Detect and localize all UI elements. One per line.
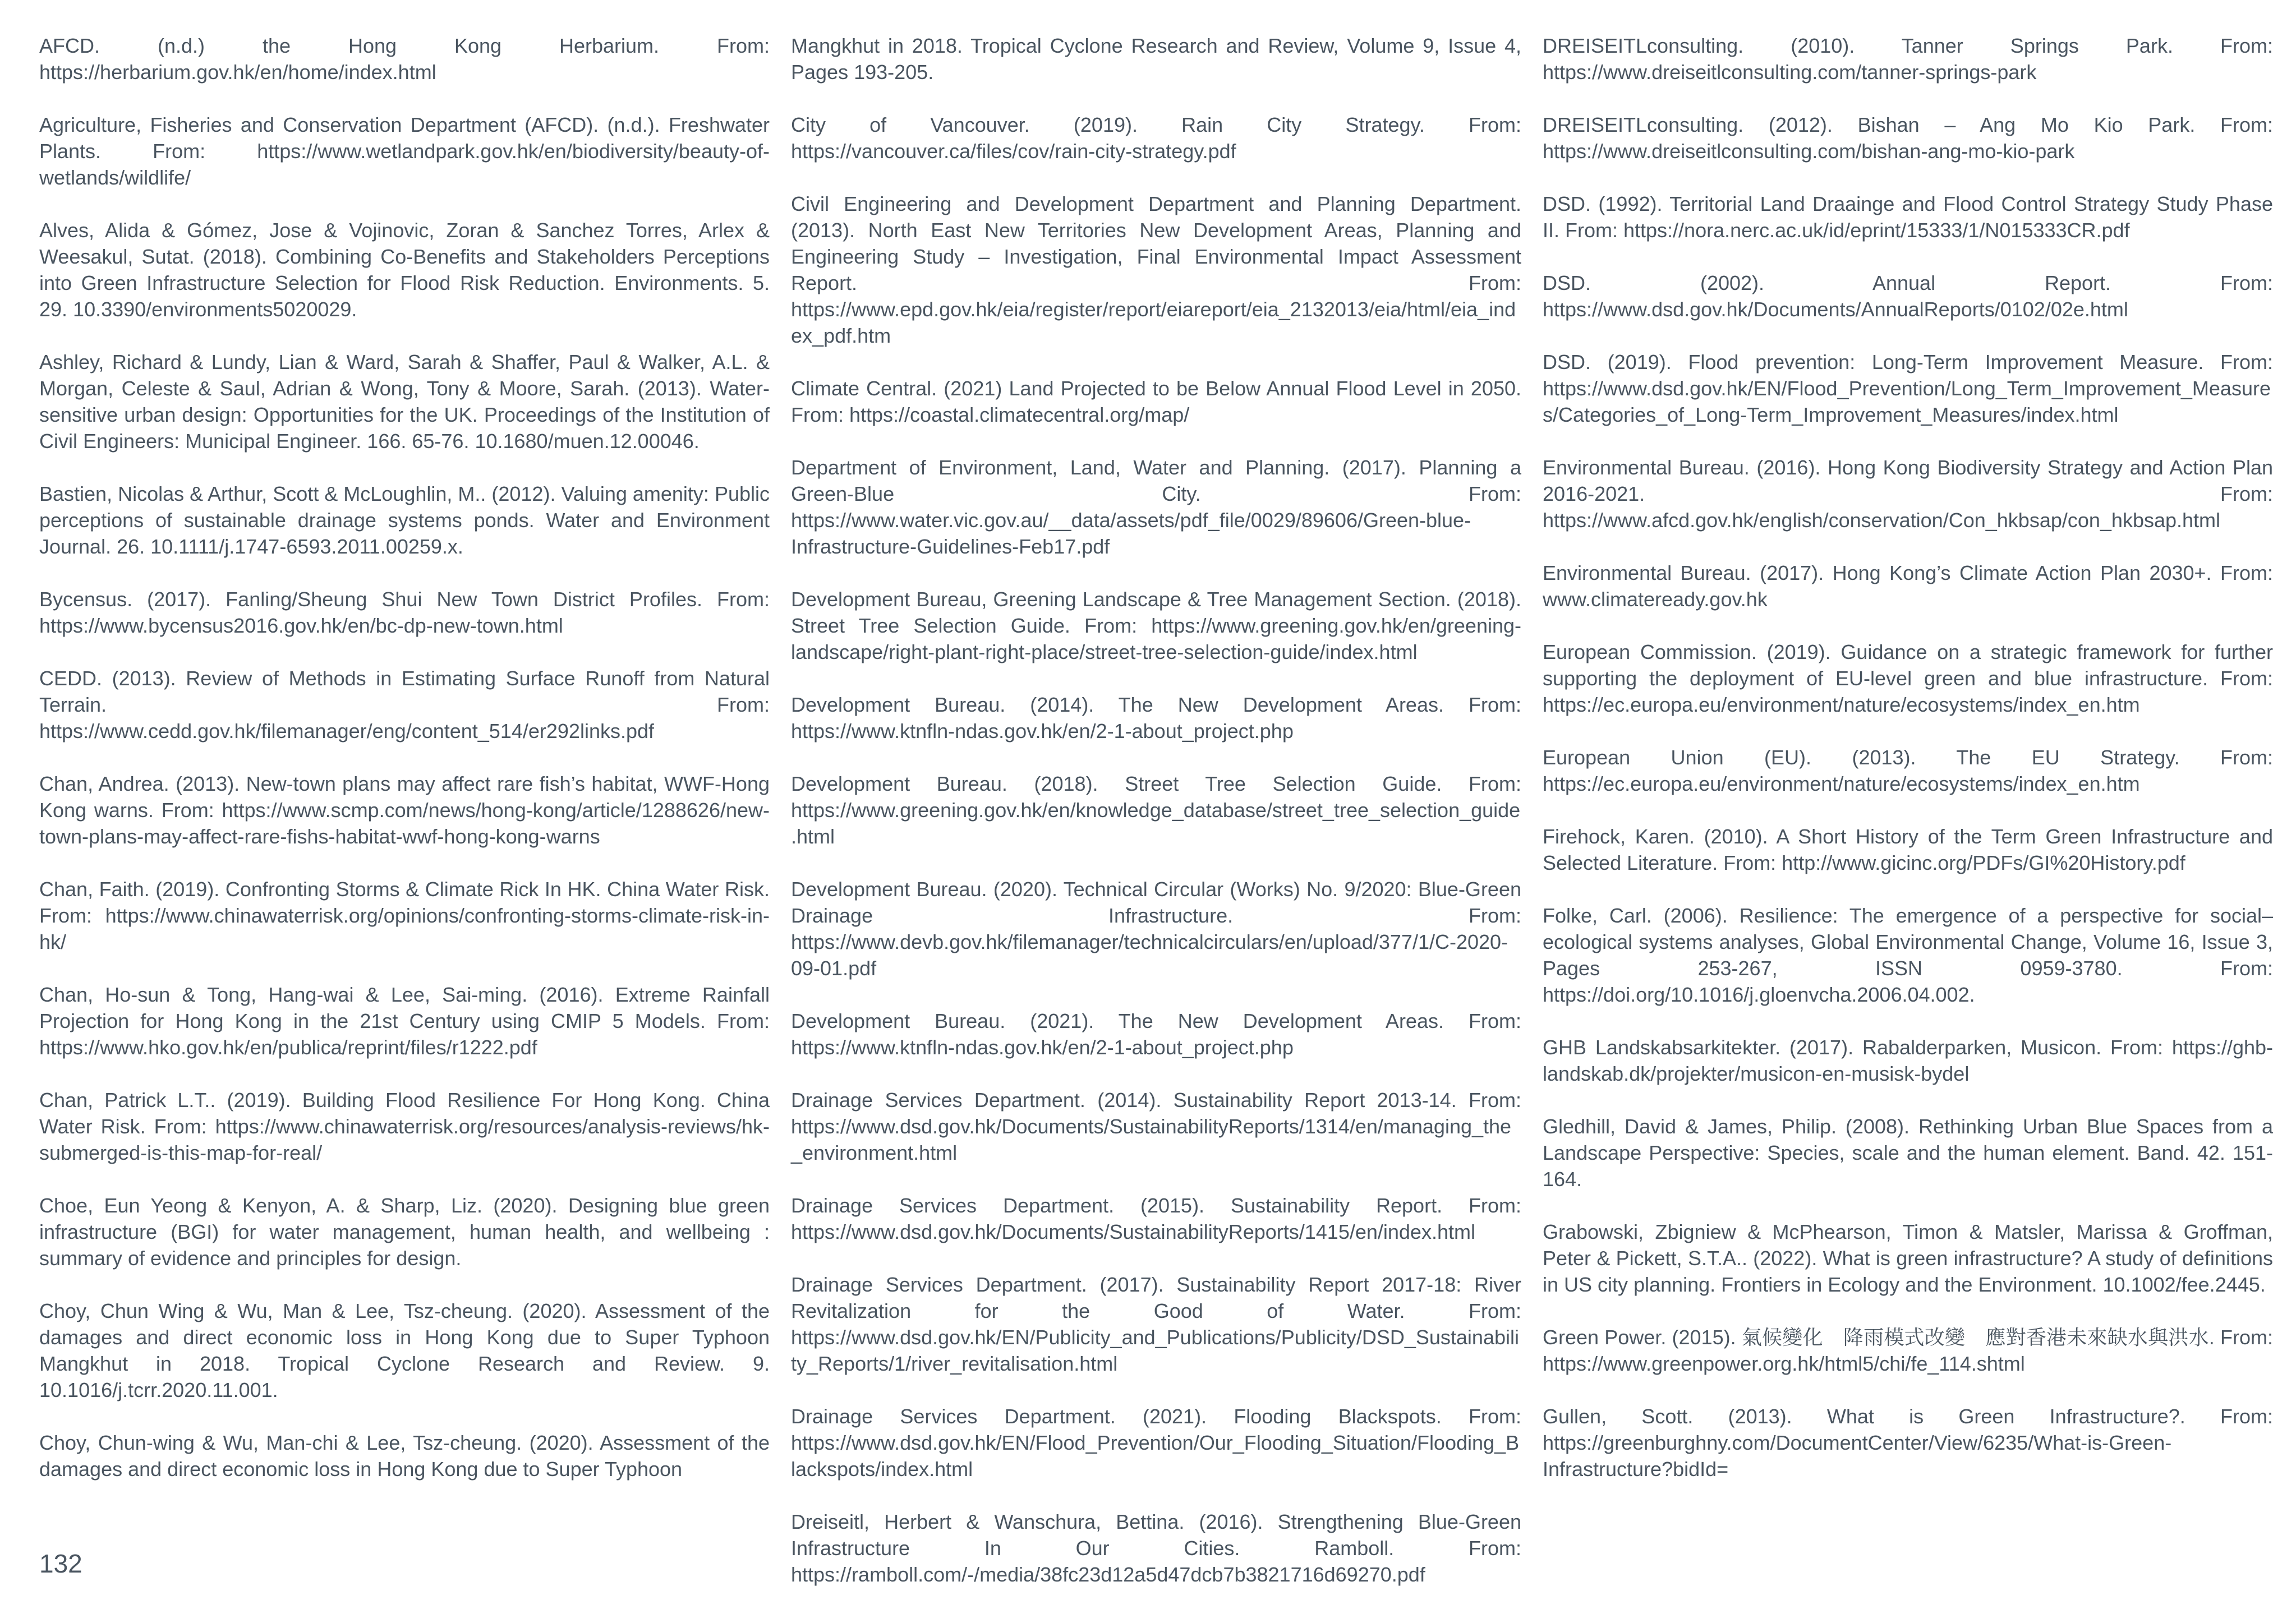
- reference-entry: Folke, Carl. (2006). Resilience: The emergence of a perspective for social–ecological systems analyses, Global Environmental Change, Volume 16, Issue 3, Pages 253-267, ISSN 0959-3780. From: https://doi.org/10.1016/j.gloenvcha.2006.04.002.: [1543, 904, 2273, 1006]
- reference-entry: Bycensus. (2017). Fanling/Sheung Shui New Town District Profiles. From: https://www.bycensus2016.gov.hk/en/bc-dp-new-town.html: [39, 588, 770, 637]
- reference-entry: GHB Landskabsarkitekter. (2017). Rabalderparken, Musicon. From: https://ghb-landskab.dk/projekter/musicon-en-musisk-bydel: [1543, 1036, 2273, 1085]
- reference-entry: CEDD. (2013). Review of Methods in Estimating Surface Runoff from Natural Terrain. From: https://www.cedd.gov.hk/filemanager/eng/content_514/er292links.pdf: [39, 667, 770, 743]
- reference-entry: Mangkhut in 2018. Tropical Cyclone Research and Review, Volume 9, Issue 4, Pages 193-205.: [791, 34, 1521, 84]
- reference-entry: Development Bureau. (2021). The New Development Areas. From: https://www.ktnfln-ndas.gov.hk/en/2-1-about_project.php: [791, 1009, 1521, 1059]
- reference-entry: Drainage Services Department. (2017). Sustainability Report 2017-18: River Revitalization for the Good of Water. From: https://www.dsd.gov.hk/EN/Publicity_and_Publications/Publicity/DSD_Sustainability_Reports/1/river_revitalisation.html: [791, 1273, 1521, 1375]
- reference-entry: Choy, Chun-wing & Wu, Man-chi & Lee, Tsz-cheung. (2020). Assessment of the damages and direct economic loss in Hong Kong due to Super Typhoon: [39, 1431, 770, 1481]
- reference-entry: Climate Central. (2021) Land Projected to be Below Annual Flood Level in 2050. From: https://coastal.climatecentral.org/map/: [791, 377, 1521, 426]
- reference-entry: Grabowski, Zbigniew & McPhearson, Timon & Matsler, Marissa & Groffman, Peter & Pickett, S.T.A.. (2022). What is green infrastructure? A study of definitions in US city planning. Frontiers in Ecology and the Environment. 10.1002/fee.2445.: [1543, 1220, 2273, 1296]
- reference-entry: City of Vancouver. (2019). Rain City Strategy. From: https://vancouver.ca/files/cov/rain-city-strategy.pdf: [791, 113, 1521, 163]
- page-number: 132: [39, 1549, 82, 1578]
- reference-entry: AFCD. (n.d.) the Hong Kong Herbarium. From: https://herbarium.gov.hk/en/home/index.html: [39, 34, 770, 84]
- reference-entry: Development Bureau. (2018). Street Tree Selection Guide. From: https://www.greening.gov.hk/en/knowledge_database/street_tree_selection_guide.html: [791, 772, 1521, 848]
- reference-entry: Civil Engineering and Development Department and Planning Department. (2013). North East New Territories New Development Areas, Planning and Engineering Study – Investigation, Final Environmental Impact Assessment Report. From: https://www.epd.gov.hk/eia/register/report/eiareport/eia_2132013/eia/html/eia_index_pdf.htm: [791, 192, 1521, 347]
- reference-entry: DSD. (2019). Flood prevention: Long-Term Improvement Measure. From: https://www.dsd.gov.hk/EN/Flood_Prevention/Long_Term_Improvement_Measures/Categories_of_Long-Term_Improvement_Measures/index.html: [1543, 351, 2273, 426]
- reference-column-2: [791, 33, 1521, 1614]
- reference-entry: Drainage Services Department. (2021). Flooding Blackspots. From: https://www.dsd.gov.hk/EN/Flood_Prevention/Our_Flooding_Situation/Flooding_Blackspots/index.html: [791, 1405, 1521, 1481]
- reference-entry: Development Bureau, Greening Landscape & Tree Management Section. (2018). Street Tree Selection Guide. From: https://www.greening.gov.hk/en/greening-landscape/right-plant-right-place/street-tree-selection-guide/index.html: [791, 588, 1521, 663]
- reference-entry: DREISEITLconsulting. (2010). Tanner Springs Park. From: https://www.dreiseitlconsulting.com/tanner-springs-park: [1543, 34, 2273, 84]
- reference-list: [39, 33, 2273, 1586]
- reference-column-3: [1543, 33, 2273, 1614]
- reference-entry: Choy, Chun Wing & Wu, Man & Lee, Tsz-cheung. (2020). Assessment of the damages and direct economic loss in Hong Kong due to Super Typhoon Mangkhut in 2018. Tropical Cyclone Research and Review. 9. 10.1016/j.tcrr.2020.11.001.: [39, 1299, 770, 1401]
- reference-entry: Chan, Andrea. (2013). New-town plans may affect rare fish’s habitat, WWF-Hong Kong warns. From: https://www.scmp.com/news/hong-kong/article/1288626/new-town-plans-may-affect-rare-fishs-habitat-wwf-hong-kong-warns: [39, 772, 770, 848]
- reference-entry: Dreiseitl, Herbert & Wanschura, Bettina. (2016). Strengthening Blue-Green Infrastructure In Our Cities. Ramboll. From: https://ramboll.com/-/media/38fc23d12a5d47dcb7b3821716d69270.pdf: [791, 1510, 1521, 1586]
- reference-entry: Drainage Services Department. (2014). Sustainability Report 2013-14. From: https://www.dsd.gov.hk/Documents/SustainabilityReports/1314/en/managing_the_environment.html: [791, 1089, 1521, 1164]
- reference-entry: DREISEITLconsulting. (2012). Bishan – Ang Mo Kio Park. From: https://www.dreiseitlconsulting.com/bishan-ang-mo-kio-park: [1543, 113, 2273, 163]
- reference-entry: Agriculture, Fisheries and Conservation Department (AFCD). (n.d.). Freshwater Plants. From: https://www.wetlandpark.gov.hk/en/biodiversity/beauty-of-wetlands/wildlife/: [39, 113, 770, 189]
- reference-entry: Development Bureau. (2014). The New Development Areas. From: https://www.ktnfln-ndas.gov.hk/en/2-1-about_project.php: [791, 693, 1521, 743]
- reference-column-1: [39, 33, 770, 1614]
- reference-entry: Drainage Services Department. (2015). Sustainability Report. From: https://www.dsd.gov.hk/Documents/SustainabilityReports/1415/en/index.html: [791, 1194, 1521, 1243]
- reference-entry: Gullen, Scott. (2013). What is Green Infrastructure?. From: https://greenburghny.com/DocumentCenter/View/6235/What-is-Green-Infrastructure?bidId=: [1543, 1405, 2273, 1481]
- reference-entry: Alves, Alida & Gómez, Jose & Vojinovic, Zoran & Sanchez Torres, Arlex & Weesakul, Sutat. (2018). Combining Co-Benefits and Stakeholders Perceptions into Green Infrastructure Selection for Flood Risk Reduction. Environments. 5. 29. 10.3390/environments5020029.: [39, 219, 770, 321]
- reference-entry: Firehock, Karen. (2010). A Short History of the Term Green Infrastructure and Selected Literature. From: http://www.gicinc.org/PDFs/GI%20History.pdf: [1543, 825, 2273, 874]
- reference-entry: Environmental Bureau. (2016). Hong Kong Biodiversity Strategy and Action Plan 2016-2021. From: https://www.afcd.gov.hk/english/conservation/Con_hkbsap/con_hkbsap.html: [1543, 456, 2273, 532]
- reference-entry: European Union (EU). (2013). The EU Strategy. From: https://ec.europa.eu/environment/nature/ecosystems/index_en.htm: [1543, 746, 2273, 795]
- reference-entry: DSD. (2002). Annual Report. From: https://www.dsd.gov.hk/Documents/AnnualReports/0102/02e.html: [1543, 271, 2273, 321]
- reference-entry: Chan, Faith. (2019). Confronting Storms & Climate Rick In HK. China Water Risk. From: https://www.chinawaterrisk.org/opinions/confronting-storms-climate-risk-in-hk/: [39, 878, 770, 953]
- reference-entry: Choe, Eun Yeong & Kenyon, A. & Sharp, Liz. (2020). Designing blue green infrastructure (BGI) for water management, human health, and wellbeing : summary of evidence and principles for design.: [39, 1194, 770, 1270]
- reference-entry: Green Power. (2015). 氣候變化 降雨模式改變 應對香港未來缺水與洪水. From: https://www.greenpower.org.hk/html5/chi/fe_114.shtml: [1543, 1326, 2273, 1375]
- reference-entry: Ashley, Richard & Lundy, Lian & Ward, Sarah & Shaffer, Paul & Walker, A.L. & Morgan, Celeste & Saul, Adrian & Wong, Tony & Moore, Sarah. (2013). Water-sensitive urban design: Opportunities for the UK. Proceedings of the Institution of Civil Engineers: Municipal Engineer. 166. 65-76. 10.1680/muen.12.00046.: [39, 351, 770, 453]
- reference-entry: Development Bureau. (2020). Technical Circular (Works) No. 9/2020: Blue-Green Drainage Infrastructure. From: https://www.devb.gov.hk/filemanager/technicalcirculars/en/upload/377/1/C-2020-09-01.pdf: [791, 878, 1521, 980]
- reference-entry: Department of Environment, Land, Water and Planning. (2017). Planning a Green-Blue City. From: https://www.water.vic.gov.au/__data/assets/pdf_file/0029/89606/Green-blue-Infrastructure-Guidelines-Feb17.pdf: [791, 456, 1521, 558]
- reference-entry: DSD. (1992). Territorial Land Draainge and Flood Control Strategy Study Phase II. From: https://nora.nerc.ac.uk/id/eprint/15333/1/N015333CR.pdf: [1543, 192, 2273, 242]
- reference-entry: European Commission. (2019). Guidance on a strategic framework for further supporting the deployment of EU-level green and blue infrastructure. From: https://ec.europa.eu/environment/nature/ecosystems/index_en.htm: [1543, 640, 2273, 716]
- reference-entry: Chan, Ho-sun & Tong, Hang-wai & Lee, Sai-ming. (2016). Extreme Rainfall Projection for Hong Kong in the 21st Century using CMIP 5 Models. From: https://www.hko.gov.hk/en/publica/reprint/files/r1222.pdf: [39, 983, 770, 1059]
- reference-entry: Gledhill, David & James, Philip. (2008). Rethinking Urban Blue Spaces from a Landscape Perspective: Species, scale and the human element. Band. 42. 151-164.: [1543, 1115, 2273, 1191]
- reference-entry: Chan, Patrick L.T.. (2019). Building Flood Resilience For Hong Kong. China Water Risk. From: https://www.chinawaterrisk.org/resources/analysis-reviews/hk-submerged-is-this-map-for-real/: [39, 1089, 770, 1164]
- reference-entry: Environmental Bureau. (2017). Hong Kong’s Climate Action Plan 2030+. From: www.climateready.gov.hk: [1543, 561, 2273, 611]
- reference-entry: Bastien, Nicolas & Arthur, Scott & McLoughlin, M.. (2012). Valuing amenity: Public perceptions of sustainable drainage systems ponds. Water and Environment Journal. 26. 10.1111/j.1747-6593.2011.00259.x.: [39, 482, 770, 558]
